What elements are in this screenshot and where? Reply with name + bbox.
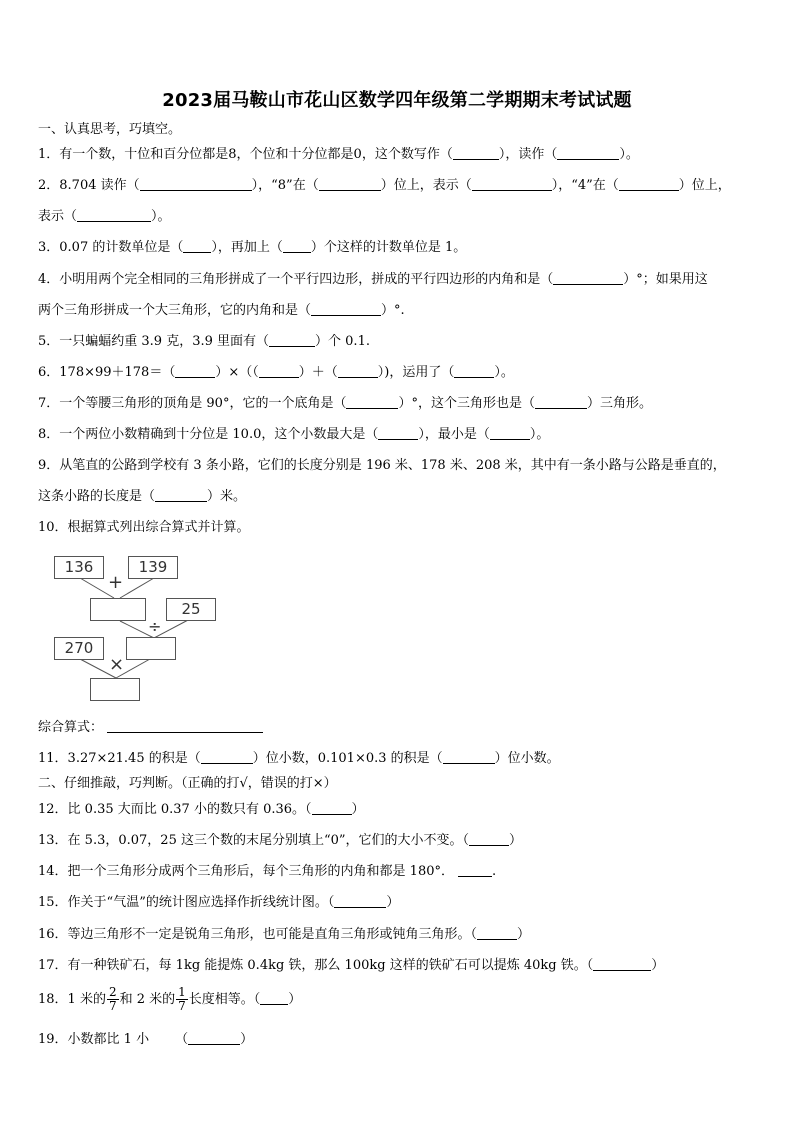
q5-text: 5．一只蝙蝠约重 3.9 克，3.9 里面有（ — [38, 334, 270, 349]
q8-blank-1[interactable] — [378, 426, 418, 440]
q6-text: ）×（（ — [215, 365, 259, 380]
q2-blank-4[interactable] — [619, 177, 679, 191]
q3-blank-1[interactable] — [183, 239, 211, 253]
q2-blank-3[interactable] — [472, 177, 552, 191]
q6-blank-4[interactable] — [454, 364, 494, 378]
q6-text: 6．178×99＋178＝（ — [38, 365, 176, 380]
q2-text: ）位上，表示（ — [380, 178, 472, 193]
question-4-cont — [38, 302, 405, 320]
q16-text: ） — [517, 927, 531, 942]
q14-blank[interactable] — [458, 863, 492, 877]
q9-text: 9．从笔直的公路到学校有 3 条小路，它们的长度分别是 196 米、178 米、208 米，其中有一条小路与公路是垂直的， — [38, 458, 726, 473]
q18-text: 长度相等。（ — [188, 992, 261, 1007]
q1-blank-2[interactable] — [557, 146, 619, 160]
q5-text: ）个 0.1. — [315, 334, 370, 349]
number-box-25: 25 — [166, 598, 216, 621]
q4-text: 4．小明用两个完全相同的三角形拼成了一个平行四边形，拼成的平行四边形的内角和是（ — [38, 272, 554, 287]
q9-text: 这条小路的长度是（ — [38, 489, 156, 504]
q6-text: ）＋（ — [298, 365, 338, 380]
question-2 — [38, 177, 731, 195]
q8-text: ）。 — [529, 427, 550, 442]
q17-text: 17．有一种铁矿石，每 1kg 能提炼 0.4kg 铁，那么 100kg 这样的铁矿石可以提炼 40kg 铁。（ — [38, 958, 594, 973]
q2-blank-1[interactable] — [140, 177, 252, 191]
q7-text: 7．一个等腰三角形的顶角是 90°，它的一个底角是（ — [38, 396, 347, 411]
q9-blank-1[interactable] — [155, 488, 207, 502]
q7-blank-1[interactable] — [346, 395, 398, 409]
q2-text: 表示（ — [38, 209, 78, 224]
number-box-136: 136 — [54, 556, 104, 579]
question-16 — [38, 926, 530, 944]
q11-text: ）位小数，0.101×0.3 的积是（ — [252, 751, 443, 766]
q12-text: ） — [351, 802, 365, 817]
q11-text: ）位小数。 — [494, 751, 560, 766]
q6-text: ）。 — [494, 365, 514, 380]
q18-blank[interactable] — [260, 991, 288, 1005]
connector-line — [120, 578, 154, 598]
q3-text: ），再加上（ — [211, 240, 283, 255]
number-box-270: 270 — [54, 637, 104, 660]
question-15 — [38, 894, 399, 912]
q17-text: ） — [651, 958, 665, 973]
q12-blank[interactable] — [312, 801, 352, 815]
plus-operator: + — [108, 572, 124, 593]
q13-blank[interactable] — [469, 832, 509, 846]
calculation-flow-diagram — [50, 556, 230, 704]
q1-text: ）。 — [619, 147, 639, 162]
question-9 — [38, 457, 726, 475]
fraction-denominator: 7 — [178, 999, 186, 1013]
question-12 — [38, 801, 365, 819]
q1-text: 1．有一个数，十位和百分位都是8，个位和十分位都是0，这个数写作（ — [38, 147, 453, 162]
combined-formula-label: 综合算式： — [38, 720, 104, 735]
question-2-cont — [38, 208, 171, 226]
q13-text: 13．在 5.3，0.07，25 这三个数的末尾分别填上“0”，它们的大小不变。（ — [38, 833, 470, 848]
q12-text: 12．比 0.35 大而比 0.37 小的数只有 0.36。（ — [38, 802, 312, 817]
q4-text: ）°. — [381, 303, 405, 318]
result-box-product[interactable] — [90, 678, 140, 701]
combined-formula-blank[interactable] — [107, 719, 263, 733]
question-3 — [38, 239, 466, 257]
q18-text: 和 2 米的 — [119, 992, 176, 1007]
q19-text: 19．小数都比 1 小 — [38, 1032, 150, 1047]
q3-blank-2[interactable] — [283, 239, 311, 253]
fraction-denominator: 7 — [108, 999, 117, 1013]
q16-blank[interactable] — [477, 926, 517, 940]
q2-text: ）。 — [151, 209, 171, 224]
number-box-139: 139 — [128, 556, 178, 579]
q8-blank-2[interactable] — [490, 426, 530, 440]
q7-text: ）°，这个三角形也是（ — [398, 396, 535, 411]
divide-operator: ÷ — [148, 617, 162, 636]
question-4 — [38, 271, 708, 289]
question-18 — [38, 986, 301, 1013]
q6-blank-3[interactable] — [338, 364, 378, 378]
question-11 — [38, 750, 560, 768]
q2-text: ），“8”在（ — [251, 178, 319, 193]
result-box-sum[interactable] — [90, 598, 146, 621]
q14-text: . — [492, 864, 497, 879]
page-title: 2023届马鞍山市花山区数学四年级第二学期期末考试试题 — [162, 90, 632, 111]
q8-text: ），最小是（ — [418, 427, 490, 442]
question-9-cont — [38, 488, 246, 506]
q2-blank-5[interactable] — [77, 208, 151, 222]
q8-text: 8．一个两位小数精确到十分位是 10.0，这个小数最大是（ — [38, 427, 379, 442]
fraction-numerator: 1 — [178, 985, 186, 999]
question-6 — [38, 364, 514, 382]
q19-text: ） — [240, 1032, 254, 1047]
q16-text: 16．等边三角形不一定是锐角三角形，也可能是直角三角形或钝角三角形。（ — [38, 927, 478, 942]
fraction-1-7 — [176, 986, 188, 1013]
q4-text: 两个三角形拼成一个大三角形，它的内角和是（ — [38, 303, 312, 318]
q2-blank-2[interactable] — [319, 177, 381, 191]
q3-text: ）个这样的计数单位是 1。 — [310, 240, 467, 255]
q11-blank-1[interactable] — [201, 750, 253, 764]
q2-text: ）位上， — [678, 178, 731, 193]
q4-blank-1[interactable] — [553, 271, 623, 285]
q11-blank-2[interactable] — [443, 750, 495, 764]
q2-text: 2．8.704 读作（ — [38, 178, 140, 193]
question-19 — [38, 1031, 253, 1049]
q1-text: ），读作（ — [498, 147, 558, 162]
q7-blank-2[interactable] — [535, 395, 587, 409]
q6-text: ）)，运用了（ — [377, 365, 455, 380]
question-1 — [38, 146, 639, 164]
fraction-2-7 — [107, 986, 119, 1013]
question-8 — [38, 426, 549, 444]
section-1-heading: 一、认真思考，巧填空。 — [38, 122, 182, 137]
q15-blank[interactable] — [334, 894, 386, 908]
q11-text: 11．3.27×21.45 的积是（ — [38, 751, 201, 766]
fraction-numerator: 2 — [108, 985, 117, 999]
q19-blank[interactable] — [188, 1031, 240, 1045]
multiply-operator: × — [109, 654, 125, 675]
question-10 — [38, 519, 250, 537]
q9-text: ）米。 — [207, 489, 247, 504]
question-17 — [38, 957, 664, 975]
question-5 — [38, 333, 370, 351]
combined-formula-line — [38, 719, 263, 737]
q5-blank-1[interactable] — [269, 333, 315, 347]
q3-text: 3．0.07 的计数单位是（ — [38, 240, 184, 255]
question-7 — [38, 395, 652, 413]
question-14 — [38, 863, 496, 881]
q4-text: ）°；如果用这 — [623, 272, 708, 287]
q15-text: 15．作关于“气温”的统计图应选择作折线统计图。（ — [38, 895, 335, 910]
section-2-heading: 二、仔细推敲，巧判断。（正确的打√，错误的打×） — [38, 776, 337, 791]
q15-text: ） — [386, 895, 400, 910]
q6-blank-1[interactable] — [175, 364, 215, 378]
q14-text: 14．把一个三角形分成两个三角形后，每个三角形的内角和都是 180°． — [38, 864, 454, 879]
q17-blank[interactable] — [593, 957, 651, 971]
q2-text: ），“4”在（ — [551, 178, 619, 193]
q18-text: ） — [288, 992, 302, 1007]
q4-blank-2[interactable] — [311, 302, 381, 316]
q19-text: （ — [175, 1032, 189, 1047]
q13-text: ） — [509, 833, 523, 848]
question-13 — [38, 832, 522, 850]
q7-text: ）三角形。 — [586, 396, 652, 411]
q6-blank-2[interactable] — [259, 364, 299, 378]
q1-blank-1[interactable] — [453, 146, 499, 160]
q18-text: 18．1 米的 — [38, 992, 106, 1007]
result-box-quotient[interactable] — [126, 637, 176, 660]
q10-text: 10．根据算式列出综合算式并计算。 — [38, 520, 250, 535]
